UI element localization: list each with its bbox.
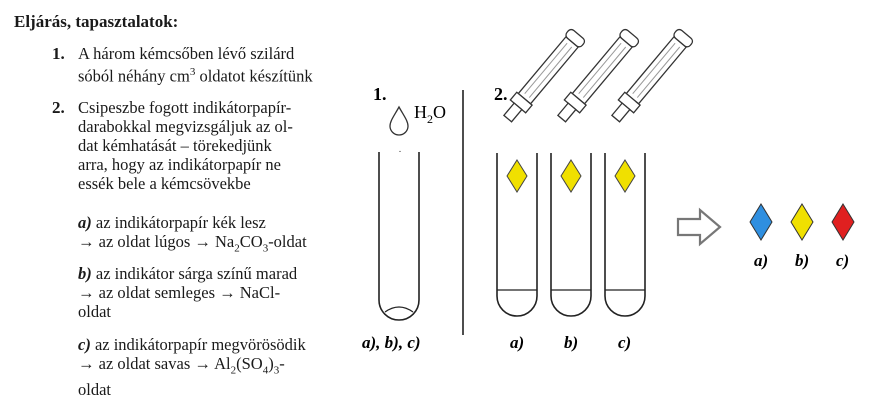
- step1-caption: a), b), c): [362, 333, 421, 352]
- result-b: b) az indikátor sárga színű marad → az oldat semleges → NaCl- oldat: [78, 264, 298, 321]
- tube-label-a: a): [510, 333, 525, 352]
- result-c: c) az indikátorpapír megvörösödik → az oldat savas → $Al_2(SO_4)_3-$ oldat: [78, 335, 306, 400]
- result-paper-yellow: [791, 204, 813, 240]
- tube-label-b: b): [564, 333, 579, 352]
- result-paper-red: [832, 204, 854, 240]
- section-heading: Eljárás, tapasztalatok:: [14, 12, 179, 31]
- step2-label: 2.: [494, 84, 508, 104]
- result-label-c: c): [836, 251, 850, 270]
- step-1-number: 1.: [52, 44, 65, 63]
- step-1-text: A három kémcsőben lévő szilárd sóból néhány $cm^3$ oldatot készítünk: [78, 44, 313, 86]
- result-label-b: b): [795, 251, 810, 270]
- result-a: a) az indikátorpapír kék lesz → az oldat lúgos → $Na_2CO_3$-oldat: [78, 213, 307, 255]
- arrow-right-icon: [678, 210, 720, 244]
- result-label-a: a): [754, 251, 769, 270]
- step-2-text: Csipeszbe fogott indikátorpapír- darabokkal megvizsgáljuk az ol- dat kémhatását – törekedjünk arra, hogy az indikátorpapír ne essék bele a kémcsövekbe: [78, 98, 293, 193]
- test-tube-step1: [379, 152, 419, 320]
- step-2-number: 2.: [52, 98, 65, 117]
- step1-label: 1.: [373, 84, 387, 104]
- result-paper-blue: [750, 204, 772, 240]
- water-label: $H_2O$: [414, 102, 446, 126]
- tube-label-c: c): [618, 333, 632, 352]
- water-drop-icon: [390, 107, 408, 135]
